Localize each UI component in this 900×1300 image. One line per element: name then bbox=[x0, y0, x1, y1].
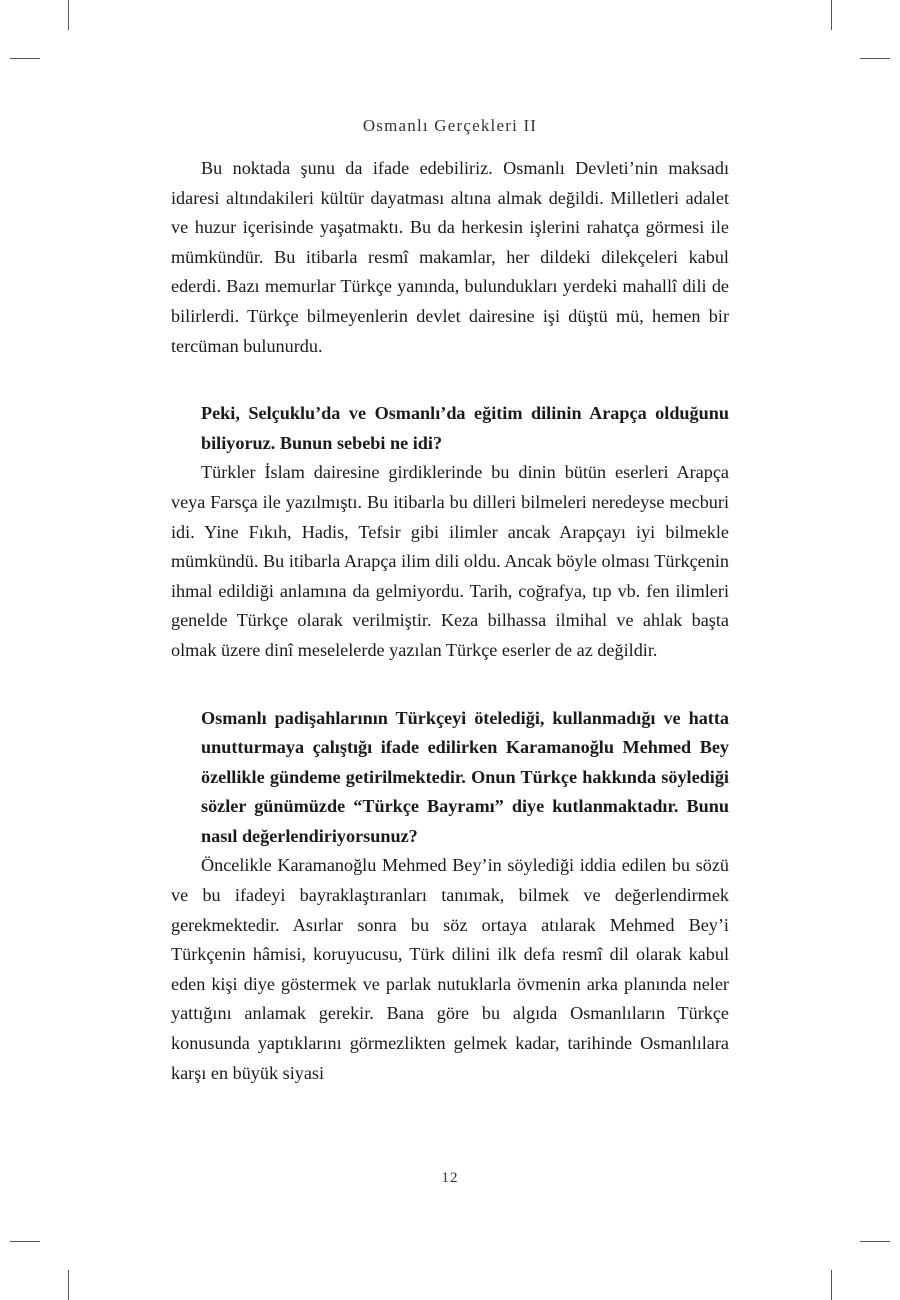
question-1: Peki, Selçuklu’da ve Osmanlı’da eğitim dilinin Arapça olduğunu biliyoruz. Bunun sebebi ne idi? bbox=[201, 403, 729, 453]
crop-mark-bottom-left bbox=[68, 1270, 69, 1300]
crop-mark-top-right bbox=[831, 0, 832, 30]
paragraph-1: Bu noktada şunu da ifade edebiliriz. Osmanlı Devleti’nin maksadı idaresi altındakileri kültür dayatması altına almak değildi. Milletleri adalet ve huzur içerisinde yaşatmaktı. Bu da herkesin işlerini rahatça görmesi ile mümkündür. Bu itibarla resmî makamlar, her dildeki dilekçeleri kabul ederdi. Bazı memurlar Türkçe yanında, bulundukları yerdeki mahallî dili de bilirlerdi. Türkçe bilmeyenlerin devlet dairesine işi düştü mü, hemen bir tercüman bulunurdu. bbox=[171, 158, 729, 356]
crop-mark-left-bottom bbox=[10, 1241, 40, 1242]
paragraph-2: Türkler İslam dairesine girdiklerinde bu dinin bütün eserleri Arapça veya Farsça ile yazılmıştı. Bu itibarla bu dilleri bilmeleri neredeyse mecburi idi. Yine Fıkıh, Hadis, Tefsir gibi ilimler ancak Arapçayı iyi bilmekle mümkündü. Bu itibarla Arapça ilim dili oldu. Ancak böyle olması Türkçenin ihmal edildiği anlamına da gelmiyordu. Tarih, coğrafya, tıp vb. fen ilimleri genelde Türkçe olarak verilmiştir. Keza bilhassa ilmihal ve ahlak başta olmak üzere dinî meselelerde yazılan Türkçe eserler de az değildir. bbox=[171, 462, 729, 660]
page-number: 12 bbox=[441, 1170, 459, 1186]
paragraph-3: Öncelikle Karamanoğlu Mehmed Bey’in söylediği iddia edilen bu sözü ve bu ifadeyi bayraklaştıranları tanımak, bilmek ve değerlendirmek gerekmektedir. Asırlar sonra bu söz ortaya atılarak Mehmed Bey’i Türkçenin hâmisi, koruyucusu, Türk dilini ilk defa resmî dil olarak kabul eden kişi diye göstermek ve parlak nutuklarla övmenin arka planında neler yattığını anlamak gerekir. Bana göre bu algıda Osmanlıların Türkçe konusunda yaptıklarını görmezlikten gelmek kadar, tarihinde Osmanlılara karşı en büyük siyasi bbox=[171, 855, 729, 1083]
crop-mark-top-left bbox=[68, 0, 69, 30]
crop-mark-left-top bbox=[10, 58, 40, 59]
running-title: Osmanlı Gerçekleri II bbox=[362, 116, 538, 135]
crop-mark-bottom-right bbox=[831, 1270, 832, 1300]
question-2: Osmanlı padişahlarının Türkçeyi ötelediği, kullanmadığı ve hatta unutturmaya çalıştığı ifade edilirken Karamanoğlu Mehmed Bey özellikle gündeme getirilmektedir. Onun Türkçe hakkında söylediği sözler günümüzde “Türkçe Bayramı” diye kutlanmaktadır. Bunu nasıl değerlendiriyorsunuz? bbox=[201, 707, 729, 846]
crop-mark-right-bottom bbox=[860, 1241, 890, 1242]
crop-mark-right-top bbox=[860, 58, 890, 59]
page-body bbox=[171, 154, 729, 1088]
